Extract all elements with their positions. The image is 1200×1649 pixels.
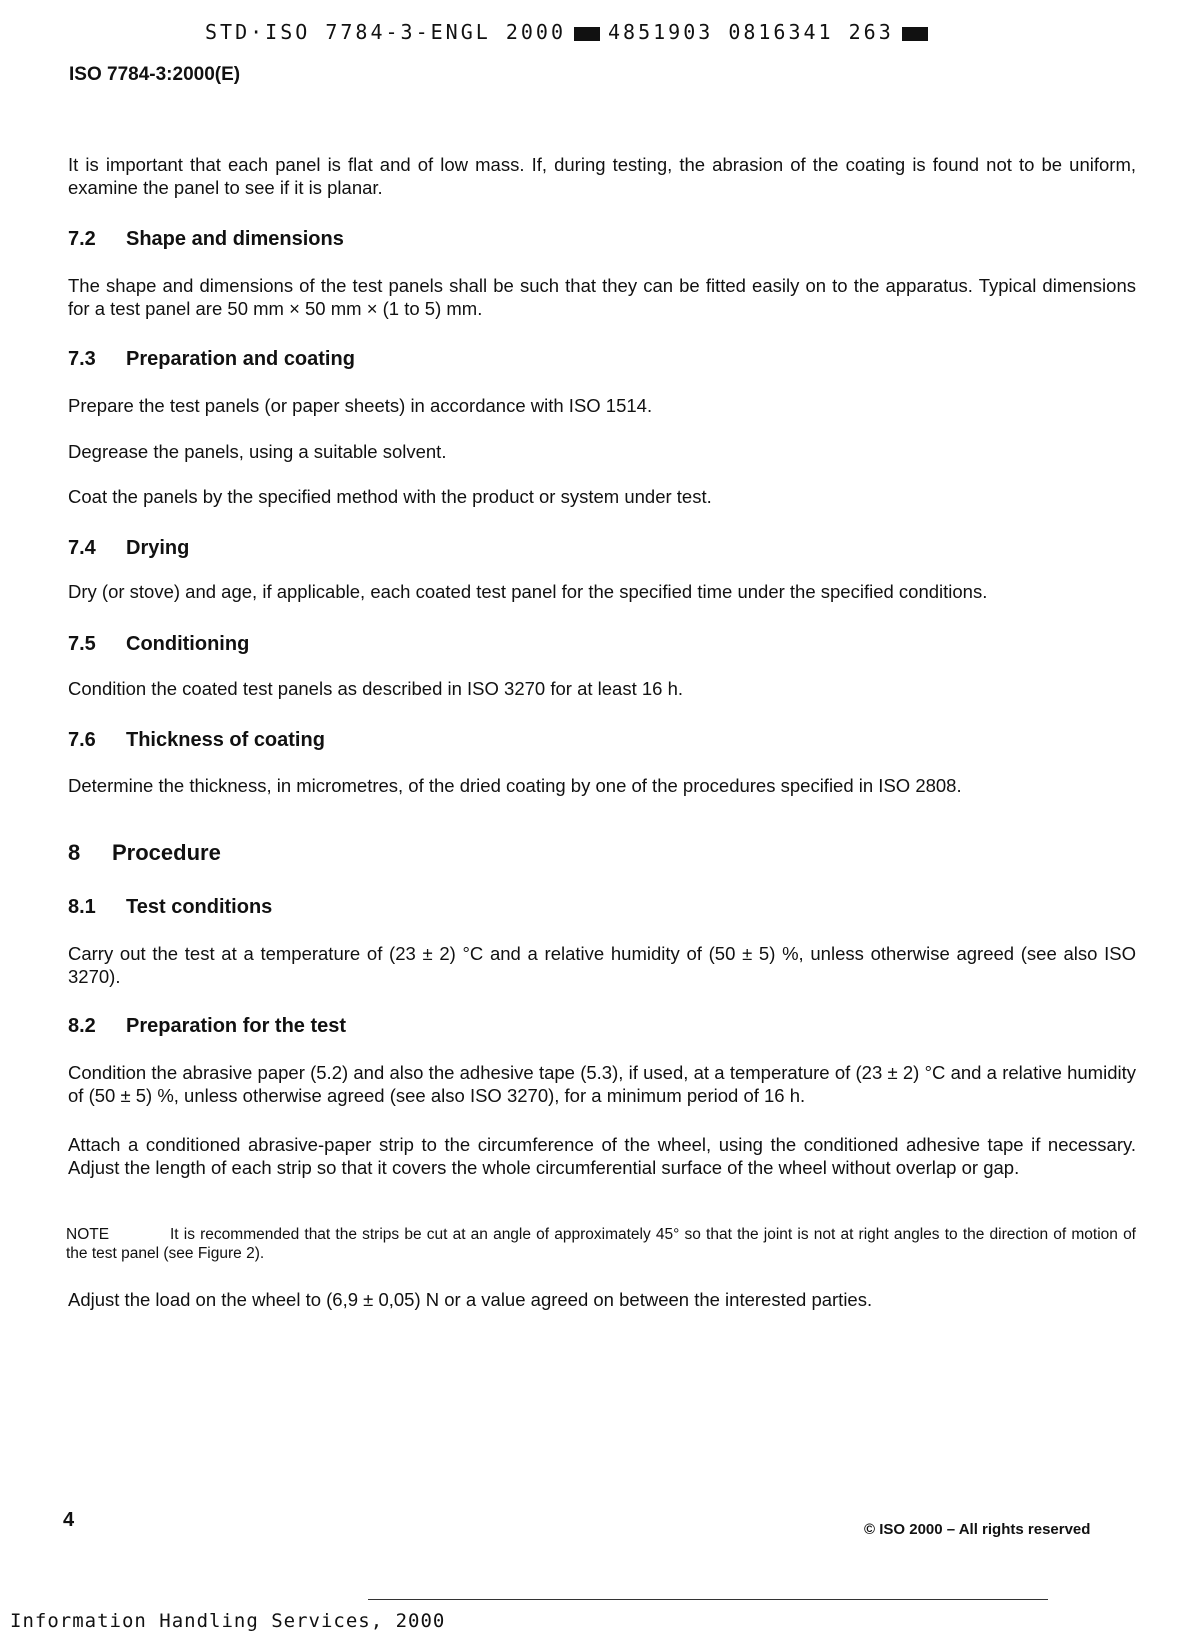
paragraph-7-6: Determine the thickness, in micrometres, of the dried coating by one of the procedures specified in ISO 2808.: [68, 775, 962, 796]
heading-8-2: [68, 1015, 346, 1038]
heading-7-5: [68, 633, 249, 656]
header-mark-left: STD·ISO 7784-3-ENGL 2000: [205, 20, 566, 44]
paragraph-7-4: Dry (or stove) and age, if applicable, each coated test panel for the specified time under the specified conditions.: [68, 581, 988, 602]
note: [66, 1225, 1136, 1263]
section-number: 7.2: [68, 228, 96, 250]
scan-header-mark: [205, 20, 936, 44]
section-number: 7.3: [68, 348, 96, 370]
section-number: 7.4: [68, 537, 96, 559]
section-title: Procedure: [112, 840, 221, 865]
note-label: NOTE: [66, 1226, 110, 1243]
footer-rule: [368, 1599, 1048, 1600]
section-title: Shape and dimensions: [126, 228, 344, 250]
paragraph-7-3-c: Coat the panels by the specified method with the product or system under test.: [68, 486, 712, 507]
paragraph-8-2-a: Condition the abrasive paper (5.2) and also the adhesive tape (5.3), if used, at a temperature of (23 ± 2) °C and a relative humidity of (50 ± 5) %, unless otherwise agreed (see also ISO 3270), for a minimum period of 16 h.: [68, 1062, 1136, 1106]
section-number: 7.5: [68, 633, 96, 655]
section-title: Thickness of coating: [126, 729, 325, 751]
section-title: Test conditions: [126, 896, 273, 918]
heading-7-2: [68, 228, 344, 251]
paragraph-8-1: Carry out the test at a temperature of (23 ± 2) °C and a relative humidity of (50 ± 5) %, unless otherwise agreed (see also ISO 3270).: [68, 943, 1136, 987]
standard-number: ISO 7784-3:2000(E): [69, 64, 241, 85]
section-title: Preparation for the test: [126, 1015, 347, 1037]
section-number: 8.2: [68, 1015, 96, 1037]
section-number: 8.1: [68, 896, 96, 918]
header-mark-right: 4851903 0816341 263: [607, 20, 894, 44]
redaction-block: [574, 27, 600, 41]
page-number: 4: [63, 1509, 75, 1531]
section-number: 8: [68, 840, 81, 865]
paragraph-7-5: Condition the coated test panels as described in ISO 3270 for at least 16 h.: [68, 678, 683, 699]
paragraph-8-2-b: Attach a conditioned abrasive-paper strip to the circumference of the wheel, using the conditioned adhesive tape if necessary. Adjust the length of each strip so that it covers the whole circumferential surface of the wheel without overlap or gap.: [68, 1134, 1136, 1178]
paragraph-7-3-b: Degrease the panels, using a suitable solvent.: [68, 441, 447, 462]
paragraph-8-2-c: Adjust the load on the wheel to (6,9 ± 0,05) N or a value agreed on between the interested parties.: [68, 1289, 873, 1310]
note-text: It is recommended that the strips be cut at an angle of approximately 45° so that the joint is not at right angles to the direction of motion of the test panel (see Figure 2).: [66, 1226, 1136, 1262]
paragraph-7-3-a: Prepare the test panels (or paper sheets) in accordance with ISO 1514.: [68, 395, 653, 416]
section-number: 7.6: [68, 729, 96, 751]
section-title: Preparation and coating: [126, 348, 355, 370]
provider-footer: Information Handling Services, 2000: [10, 1610, 446, 1632]
copyright: © ISO 2000 – All rights reserved: [864, 1521, 1091, 1538]
heading-7-3: [68, 348, 355, 371]
heading-7-6: [68, 729, 325, 752]
heading-8: [68, 840, 221, 866]
heading-7-4: [68, 537, 189, 560]
intro-paragraph: It is important that each panel is flat and of low mass. If, during testing, the abrasion of the coating is found not to be uniform, examine the panel to see if it is planar.: [68, 154, 1136, 198]
redaction-block: [902, 27, 928, 41]
section-title: Conditioning: [126, 633, 250, 655]
section-title: Drying: [126, 537, 190, 559]
paragraph-7-2: The shape and dimensions of the test panels shall be such that they can be fitted easily on to the apparatus. Typical dimensions for a test panel are 50 mm × 50 mm × (1 to 5) mm.: [68, 275, 1136, 319]
heading-8-1: [68, 896, 272, 919]
